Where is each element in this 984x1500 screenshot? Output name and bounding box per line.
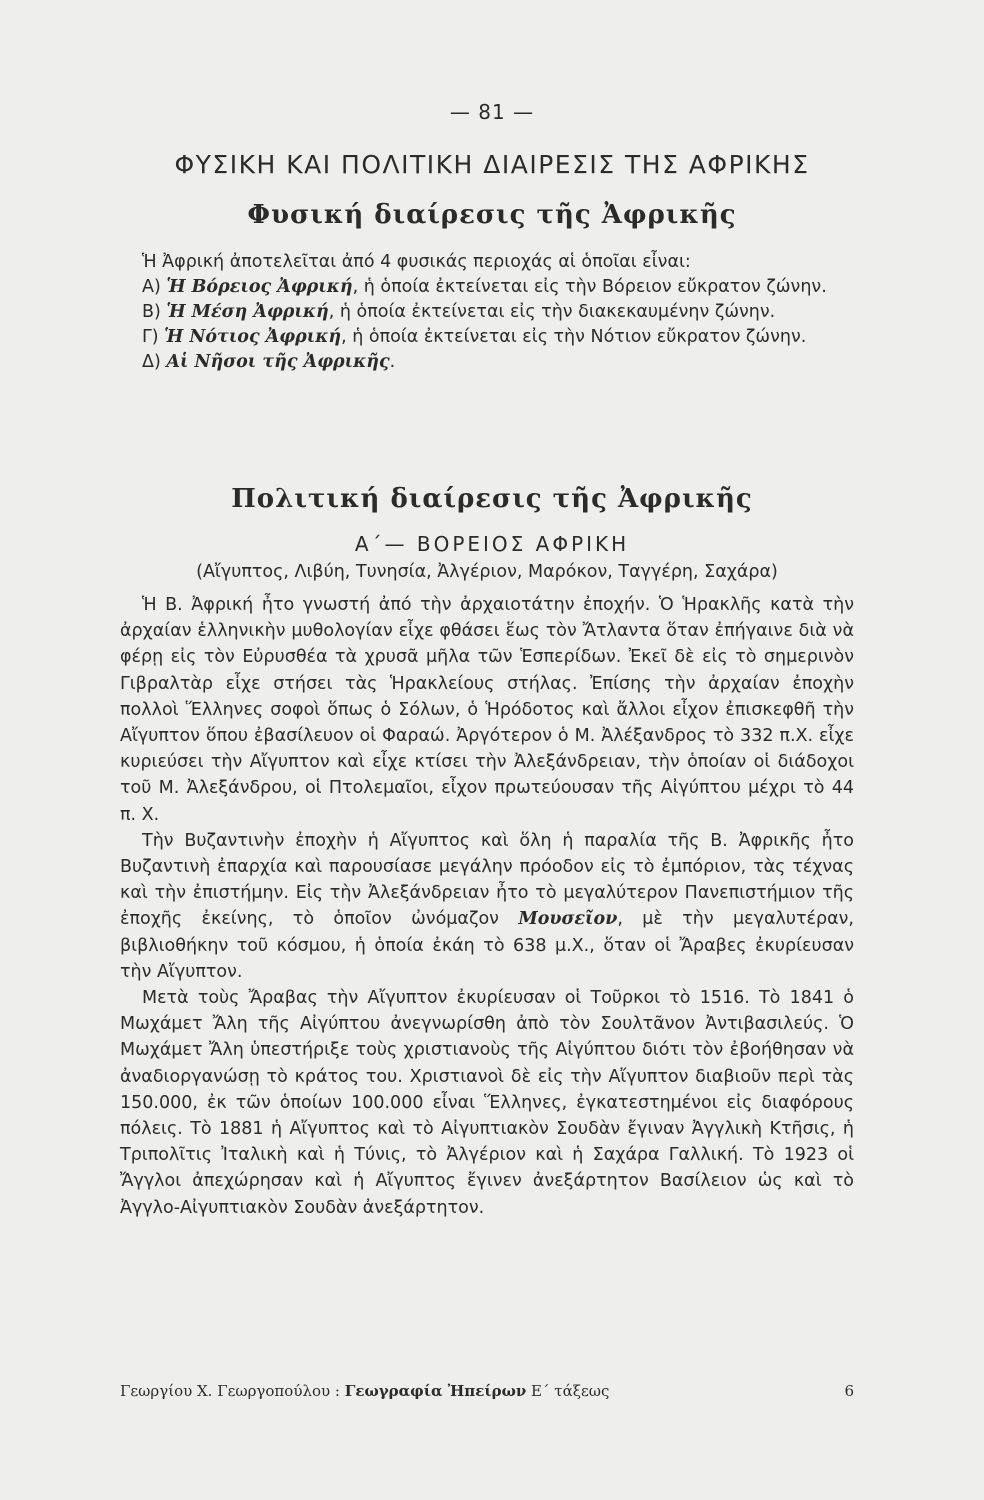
- list-item-label: Α): [142, 277, 167, 297]
- list-item: [120, 275, 854, 300]
- paragraph: [120, 592, 854, 828]
- paragraph: [120, 828, 854, 985]
- list-item-text: , ἡ ὁποία ἐκτείνεται εἰς τὴν Νότιον εὔκρατον ζώνην.: [341, 327, 807, 347]
- list-item-label: Β): [142, 302, 167, 322]
- body-text: [120, 592, 854, 1221]
- list-item: [120, 350, 854, 375]
- list-item-text: , ἡ ὁποία ἐκτείνεται εἰς τὴν Βόρειον εὔκρατον ζώνην.: [352, 277, 827, 297]
- political-division-heading: Πολιτική διαίρεσις τῆς Ἀφρικῆς: [231, 484, 753, 514]
- region-name: Ἡ Μέση Ἀφρική: [166, 302, 329, 322]
- list-item: [120, 300, 854, 325]
- footer-author: Γεωργίου Χ. Γεωργοπούλου :: [120, 1382, 345, 1400]
- region-name: Ἡ Νότιος Ἀφρική: [164, 327, 342, 347]
- paragraph-text: Μετὰ τοὺς Ἄραβας τὴν Αἴγυπτον ἐκυρίευσαν οἱ Τοῦρκοι τὸ 1516. Τὸ 1841 ὁ Μωχάμετ Ἄλη τῆς Αἰγύπτου ἀνεγνωρίσθη ἀπὸ τὸν Σουλτᾶνον Ἀντιβασιλεύς. Ὁ Μωχάμετ Ἄλη ὑπεστήριξε τοὺς χριστιανοὺς τῆς Αἰγύπτου διότι τὸν ἐβοήθησαν νὰ ἀναδιοργανώσῃ τὸ κράτος του. Χριστιανοὶ δὲ εἰς τὴν Αἴγυπτον διαβιοῦν περὶ τὰς 150.000, ἐκ τῶν ὁποίων 100.000 εἶναι Ἕλληνες, ἐγκατεστημένοι εἰς διαφόρους πόλεις. Τὸ 1881 ἡ Αἴγυπτος καὶ τὸ Αἰγυπτιακὸν Σουδὰν ἔγιναν Ἀγγλικὴ Κτῆσις, ἡ Τριπολῖτις Ἰταλικὴ καὶ ἡ Τύνις, τὸ Ἀλγέριον καὶ ἡ Σαχάρα Γαλλική. Τὸ 1923 οἱ Ἄγγλοι ἀπεχώρησαν καὶ ἡ Αἴγυπτος ἔγινεν ἀνεξάρτητον Βασίλειον ὡς καὶ τὸ Ἀγγλο-Αἰγυπτιακὸν Σουδὰν ἀνεξάρτητον.: [120, 988, 854, 1218]
- list-item-label: Γ): [142, 327, 165, 347]
- region-name: Ἡ Βόρειος Ἀφρική: [166, 277, 353, 297]
- list-item-text: .: [389, 352, 396, 372]
- emphasized-term: Μουσεῖον: [518, 909, 618, 930]
- footer-grade: Ε΄ τάξεως: [526, 1382, 610, 1400]
- paragraph-text: Τὴν Βυζαντινὴν ἐποχὴν ἡ Αἴγυπτος καὶ ὅλη ἡ παραλία τῆς Β. Ἀφρικῆς ἦτο Βυζαντινὴ ἐπαρχία καὶ παρουσίασε μεγάλην πρόοδον εἰς τὸ ἐμπόριον, τὰς τέχνας καὶ τὴν ἐπιστήμην. Εἰς τὴν Ἀλεξάνδρειαν ἦτο τὸ μεγαλύτερον Πανεπιστήμιον τῆς ἐποχῆς ἐκείνης, τὸ ὁποῖον ὠνόμαζον: [120, 830, 854, 930]
- paragraph: [120, 985, 854, 1221]
- physical-division-heading: Φυσική διαίρεσις τῆς Ἀφρικῆς: [247, 200, 737, 230]
- physical-regions-list: [120, 275, 854, 375]
- page-footer: [120, 1382, 854, 1400]
- list-item-label: Δ): [142, 352, 167, 372]
- countries-list: (Αἴγυπτος, Λιβύη, Τυνησία, Ἀλγέριον, Μαρόκον, Ταγγέρη, Σαχάρα): [196, 562, 778, 582]
- sheet-number: 6: [844, 1382, 854, 1400]
- paragraph-text: , μὲ τὴν μεγαλυτέραν, βιβλιοθήκην τοῦ κόσμου, ἡ ὁποία ἐκάη τὸ 638 μ.Χ., ὅταν οἱ Ἄραβες ἐκυρίευσαν τὴν Αἴγυπτον.: [120, 909, 854, 982]
- footer-book-title: Γεωγραφία Ἠπείρων: [344, 1382, 527, 1400]
- page-title: ΦΥΣΙΚΗ ΚΑΙ ΠΟΛΙΤΙΚΗ ΔΙΑΙΡΕΣΙΣ ΤΗΣ ΑΦΡΙΚΗΣ: [174, 150, 810, 179]
- list-item-text: , ἡ ὁποία ἐκτείνεται εἰς τὴν διακεκαυμένην ζώνην.: [328, 302, 776, 322]
- paragraph-text: Ἡ Β. Ἀφρική ἦτο γνωστή ἀπό τὴν ἀρχαιοτάτην ἐποχήν. Ὁ Ἡρακλῆς κατὰ τὴν ἀρχαίαν ἑλληνικὴν μυθολογίαν εἶχε φθάσει ἕως τὸν Ἄτλαντα ὅταν ἐπήγαινε διὰ νὰ φέρῃ εἰς τὸν Εὐρυσθέα τὰ χρυσᾶ μῆλα τῶν Ἑσπερίδων. Ἐκεῖ δὲ εἰς τὸ σημερινὸν Γιβραλτὰρ εἶχε στήσει τὰς Ἡρακλείους στήλας. Ἐπίσης τὴν ἀρχαίαν ἐποχὴν πολλοὶ Ἕλληνες σοφοὶ ὅπως ὁ Σόλων, ὁ Ἡρόδοτος καὶ ἄλλοι εἶχον ἐπισκεφθῆ τὴν Αἴγυπτον ὅπου ἐβασίλευον οἱ Φαραώ. Ἀργότερον ὁ Μ. Ἀλέξανδρος τὸ 332 π.Χ. εἶχε κυριεύσει τὴν Αἴγυπτον καὶ εἶχε κτίσει τὴν Ἀλεξάνδρειαν, τὴν ὁποίαν οἱ διάδοχοι τοῦ Μ. Ἀλεξάνδρου, οἱ Πτολεμαῖοι, εἶχον πρωτεύουσαν τῆς Αἰγύπτου μέχρι τὸ 44 π. Χ.: [120, 595, 854, 825]
- north-africa-heading: Α΄— ΒΟΡΕΙΟΣ ΑΦΡΙΚΗ: [354, 532, 630, 556]
- list-item: [120, 325, 854, 350]
- region-name: Αἱ Νῆσοι τῆς Ἀφρικῆς: [166, 352, 390, 372]
- physical-intro: Ἡ Ἀφρική ἀποτελεῖται ἀπό 4 φυσικάς περιοχάς αἱ ὁποῖαι εἶναι:: [142, 252, 691, 272]
- page-number: — 81 —: [449, 100, 535, 124]
